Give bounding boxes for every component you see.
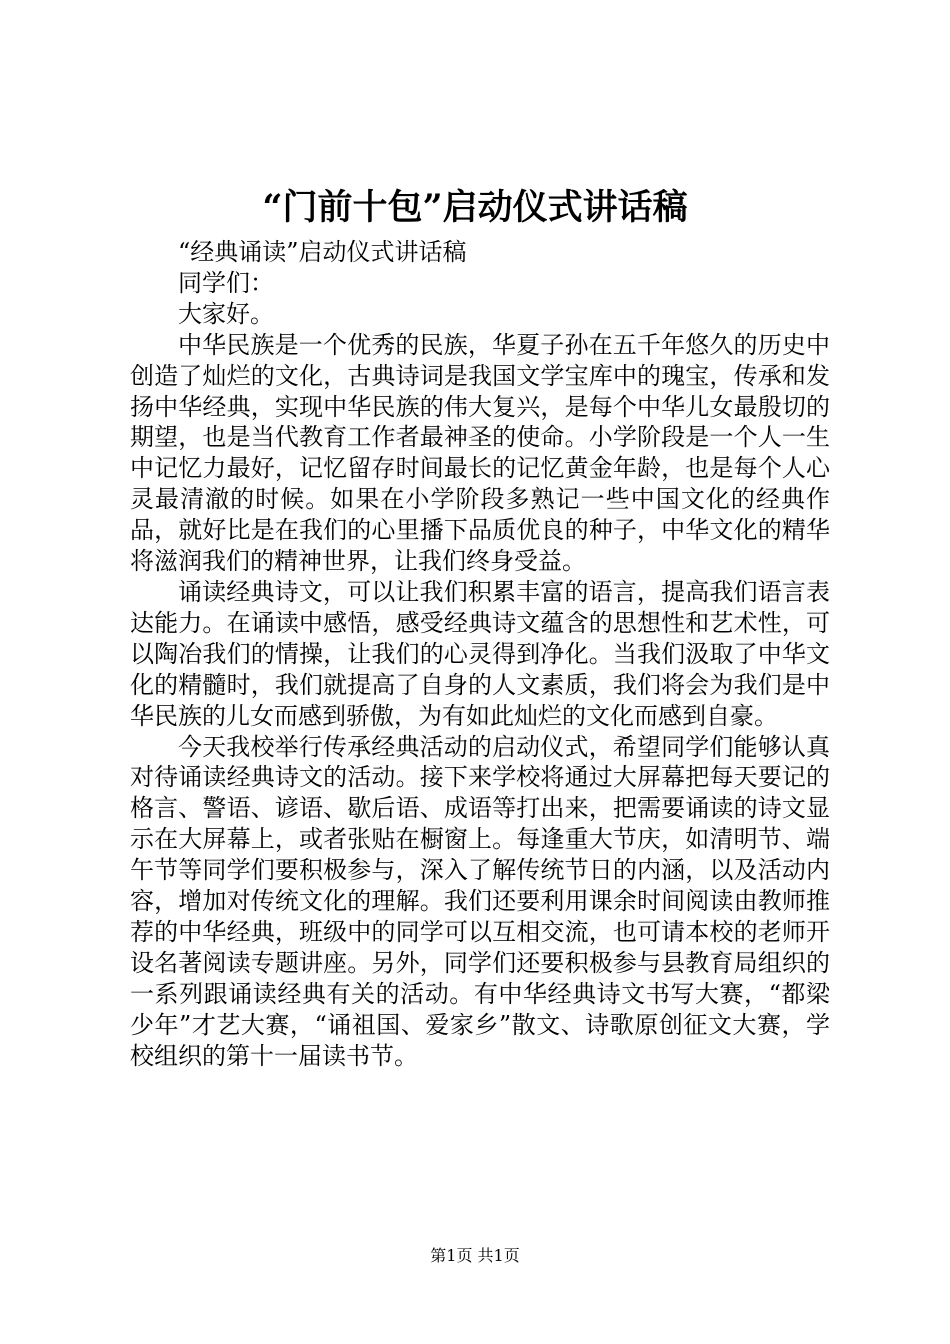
page-footer: 第1页 共1页 <box>430 1246 520 1265</box>
salutation-paragraph: 同学们： <box>178 268 274 297</box>
subtitle-paragraph: “经典诵读”启动仪式讲话稿 <box>178 238 467 266</box>
document-body <box>130 237 830 1071</box>
greeting-paragraph: 大家好。 <box>178 299 274 328</box>
body-paragraph: 中华民族是一个优秀的民族，华夏子孙在五千年悠久的历史中创造了灿烂的文化，古典诗词是我国文学宝库中的瑰宝，传承和发扬中华经典，实现中华民族的伟大复兴，是每个中华儿女最殷切的期望，也是当代教育工作者最神圣的使命。小学阶段是一个人一生中记忆力最好，记忆留存时间最长的记忆黄金年龄，也是每个人心灵最清澈的时候。如果在小学阶段多熟记一些中国文化的经典作品，就好比是在我们的心里播下品质优良的种子，中华文化的精华将滋润我们的精神世界，让我们终身受益。 <box>130 330 830 576</box>
document-title: “门前十包”启动仪式讲话稿 <box>262 187 688 228</box>
body-paragraph: 诵读经典诗文，可以让我们积累丰富的语言，提高我们语言表达能力。在诵读中感悟，感受经典诗文蕴含的思想性和艺术性，可以陶冶我们的情操，让我们的心灵得到净化。当我们汲取了中华文化的精髓时，我们就提高了自身的人文素质，我们将会为我们是中华民族的儿女而感到骄傲，为有如此灿烂的文化而感到自豪。 <box>130 577 830 730</box>
body-paragraph: 今天我校举行传承经典活动的启动仪式，希望同学们能够认真对待诵读经典诗文的活动。接下来学校将通过大屏幕把每天要记的格言、警语、谚语、歇后语、成语等打出来，把需要诵读的诗文显示在大屏幕上，或者张贴在橱窗上。每逢重大节庆，如清明节、端午节等同学们要积极参与，深入了解传统节日的内涵，以及活动内容，增加对传统文化的理解。我们还要利用课余时间阅读由教师推荐的中华经典，班级中的同学可以互相交流，也可请本校的老师开设名著阅读专题讲座。另外，同学们还要积极参与县教育局组织的一系列跟诵读经典有关的活动。有中华经典诗文书写大赛，“都梁少年”才艺大赛，“诵祖国、爱家乡”散文、诗歌原创征文大赛，学校组织的第十一届读书节。 <box>130 732 830 1070</box>
